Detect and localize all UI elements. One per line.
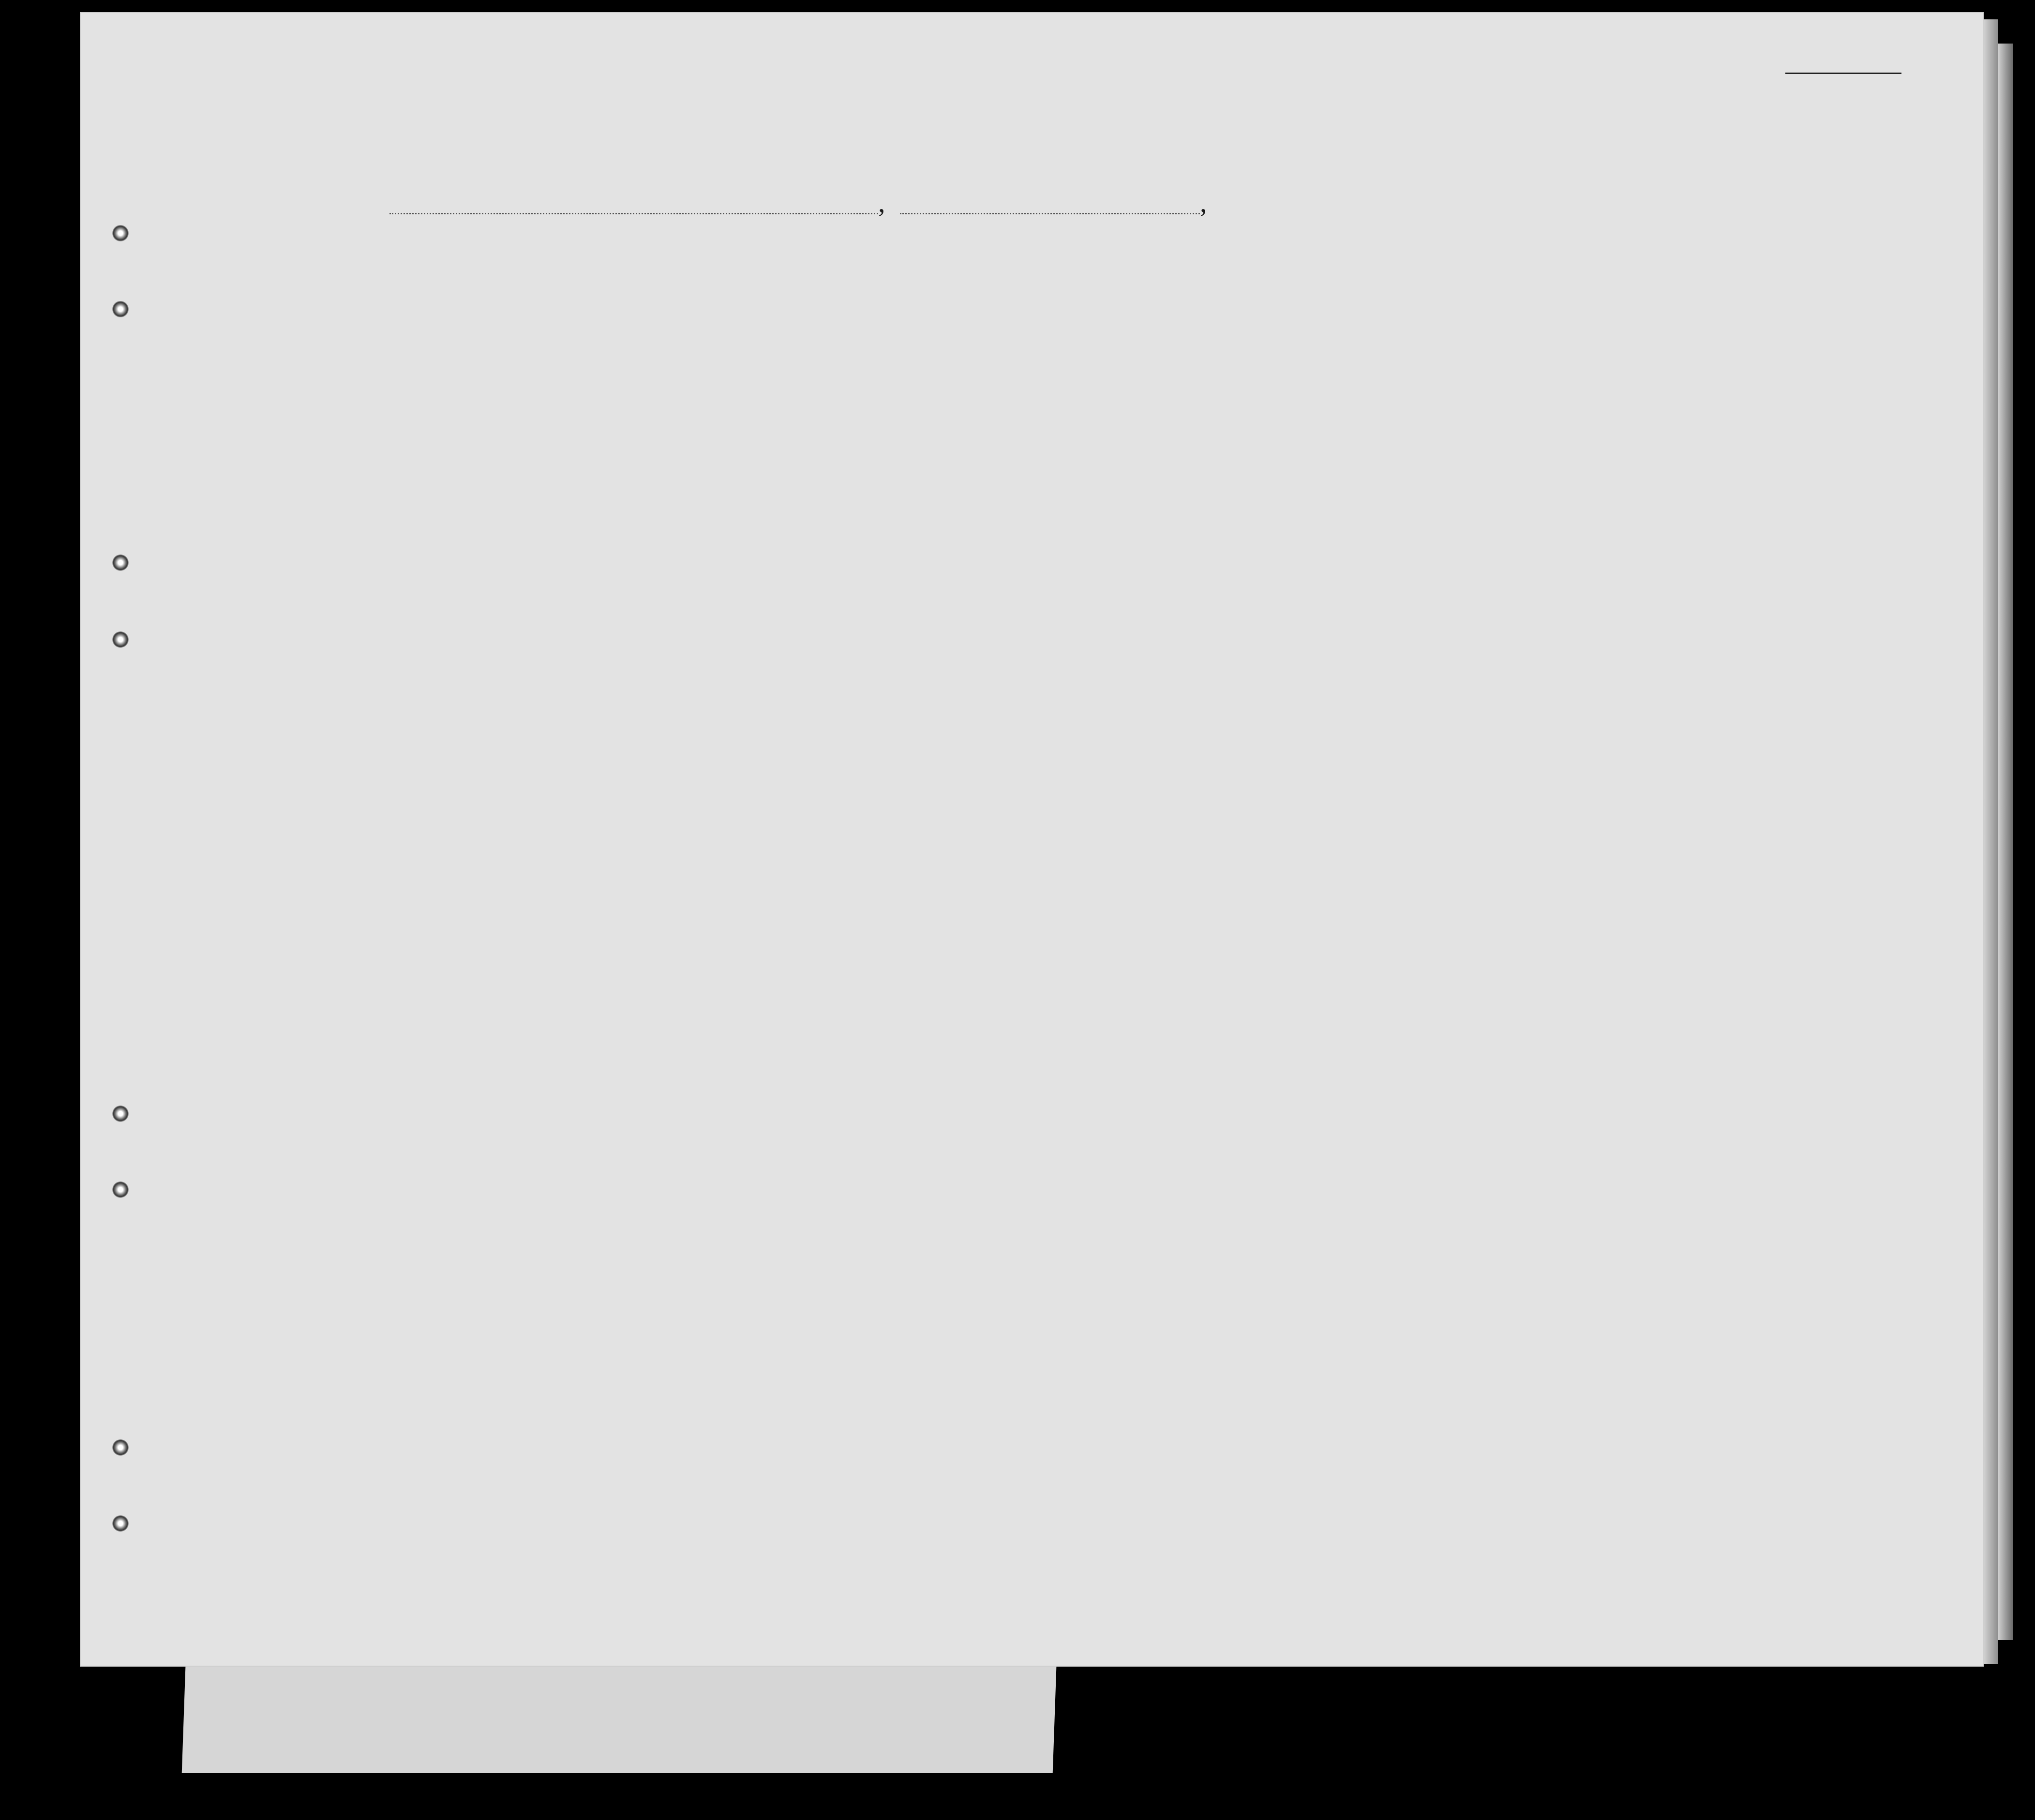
punch-hole	[112, 631, 129, 648]
header-fifty-dollars	[739, 276, 768, 397]
punch-hole	[112, 1105, 129, 1122]
punch-hole	[112, 1439, 129, 1456]
list-underline	[1785, 73, 1901, 74]
header-overthrow	[1391, 276, 1437, 392]
header-purpose-citizen	[1270, 283, 1299, 389]
header-ticket	[618, 276, 645, 397]
header-deported	[1478, 276, 1517, 392]
punch-hole	[112, 554, 129, 571]
header-polygamist	[1340, 276, 1362, 392]
punch-hole	[112, 1181, 129, 1198]
header-anarchist	[1367, 276, 1389, 392]
punch-hole	[112, 301, 129, 317]
manifest-sheet	[80, 12, 1984, 1667]
header-purpose-return	[1159, 283, 1202, 389]
torn-page-stub	[182, 1655, 1057, 1773]
header-purpose-length	[1214, 283, 1253, 389]
dotted-line	[389, 213, 878, 214]
header-contract	[1439, 276, 1473, 392]
dotted-line	[900, 213, 1200, 214]
header-feet	[1645, 368, 1660, 397]
header-prison	[1304, 276, 1338, 392]
punch-hole	[112, 1515, 129, 1532]
header-inches	[1667, 358, 1681, 397]
punch-hole	[112, 225, 129, 241]
